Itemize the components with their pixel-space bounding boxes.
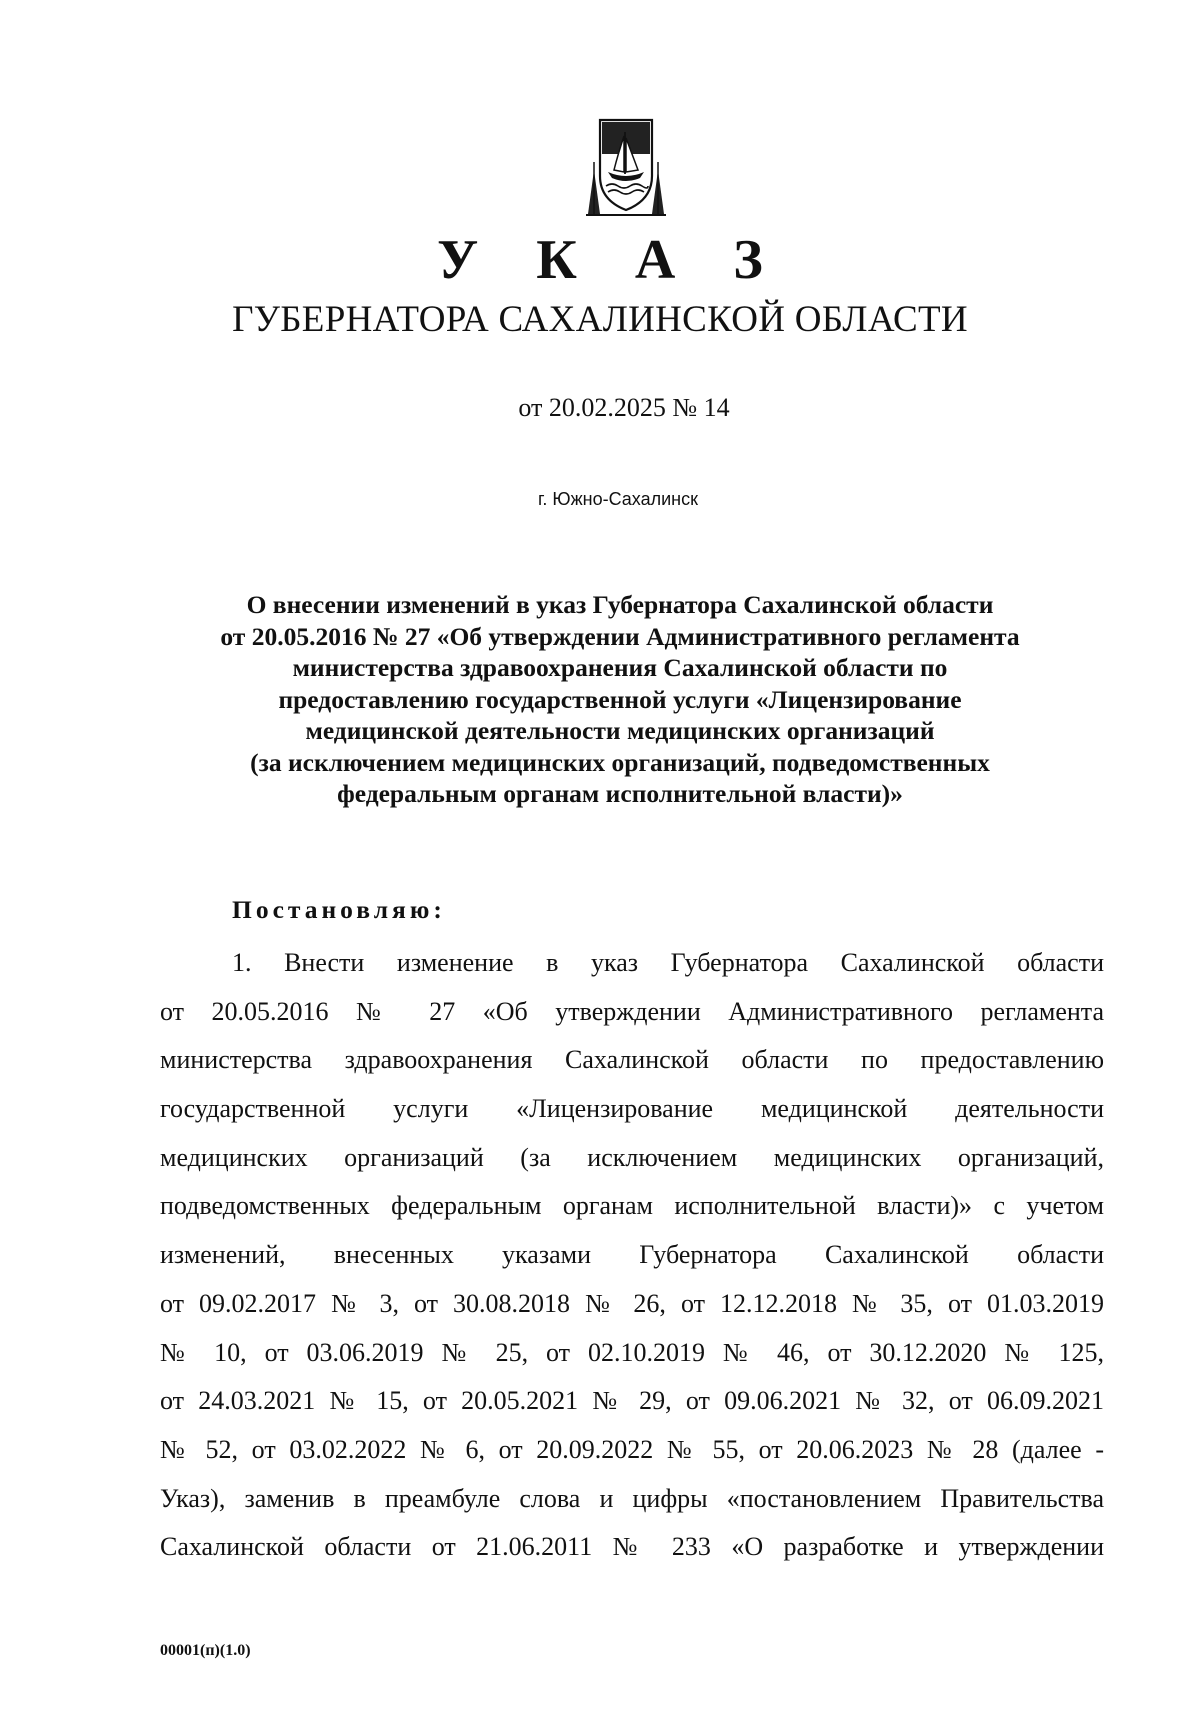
subject-line: предоставлению государственной услуги «Лицензирование <box>278 684 962 714</box>
sakhalin-coat-of-arms-icon <box>578 114 674 218</box>
body-line: Указ), заменив в преамбуле слова и цифры «постановлением Правительства <box>160 1483 1104 1513</box>
body-line: от 20.05.2016 № 27 «Об утверждении Административного регламента <box>160 996 1104 1026</box>
body-line: Сахалинской области от 21.06.2011 № 233 «О разработке и утверждении <box>160 1532 1104 1562</box>
document-subject <box>150 589 1090 810</box>
subject-line: федеральным органам исполнительной власти)» <box>337 779 903 808</box>
form-code: 00001(п)(1.0) <box>160 1642 251 1659</box>
subject-line: медицинской деятельности медицинских организаций <box>305 716 935 745</box>
subject-line: (за исключением медицинских организаций, подведомственных <box>250 747 990 777</box>
body-line: государственной услуги «Лицензирование медицинской деятельности <box>160 1094 1104 1124</box>
body-line: № 52, от 03.02.2022 № 6, от 20.09.2022 № 55, от 20.06.2023 № 28 (далее - <box>160 1434 1104 1464</box>
body-line: медицинских организаций (за исключением медицинских организаций, <box>160 1142 1104 1172</box>
subject-line: от 20.05.2016 № 27 «Об утверждении Административного регламента <box>220 621 1020 651</box>
subject-line: министерства здравоохранения Сахалинской области по <box>292 653 948 682</box>
body-line: № 10, от 03.06.2019 № 25, от 02.10.2019 № 46, от 30.12.2020 № 125, <box>160 1337 1104 1367</box>
document-body <box>160 939 1104 1572</box>
body-line: 1. Внести изменение в указ Губернатора Сахалинской области <box>232 948 1104 977</box>
issuing-city: г. Южно-Сахалинск <box>538 489 698 509</box>
document-title: У К А З <box>437 229 785 291</box>
body-line: от 09.02.2017 № 3, от 30.08.2018 № 26, от 12.12.2018 № 35, от 01.03.2019 <box>160 1288 1104 1318</box>
issuing-authority: ГУБЕРНАТОРА САХАЛИНСКОЙ ОБЛАСТИ <box>232 299 968 340</box>
body-line: от 24.03.2021 № 15, от 20.05.2021 № 29, от 09.06.2021 № 32, от 06.09.2021 <box>160 1386 1104 1416</box>
body-line: изменений, внесенных указами Губернатора Сахалинской области <box>160 1240 1104 1270</box>
body-line: министерства здравоохранения Сахалинской области по предоставлению <box>160 1045 1104 1075</box>
subject-line: О внесении изменений в указ Губернатора Сахалинской области <box>246 590 994 619</box>
document-date-number: от 20.02.2025 № 14 <box>518 393 730 422</box>
body-line: подведомственных федеральным органам исполнительной власти)» с учетом <box>160 1191 1104 1221</box>
resolution-heading: Постановляю: <box>232 895 446 924</box>
